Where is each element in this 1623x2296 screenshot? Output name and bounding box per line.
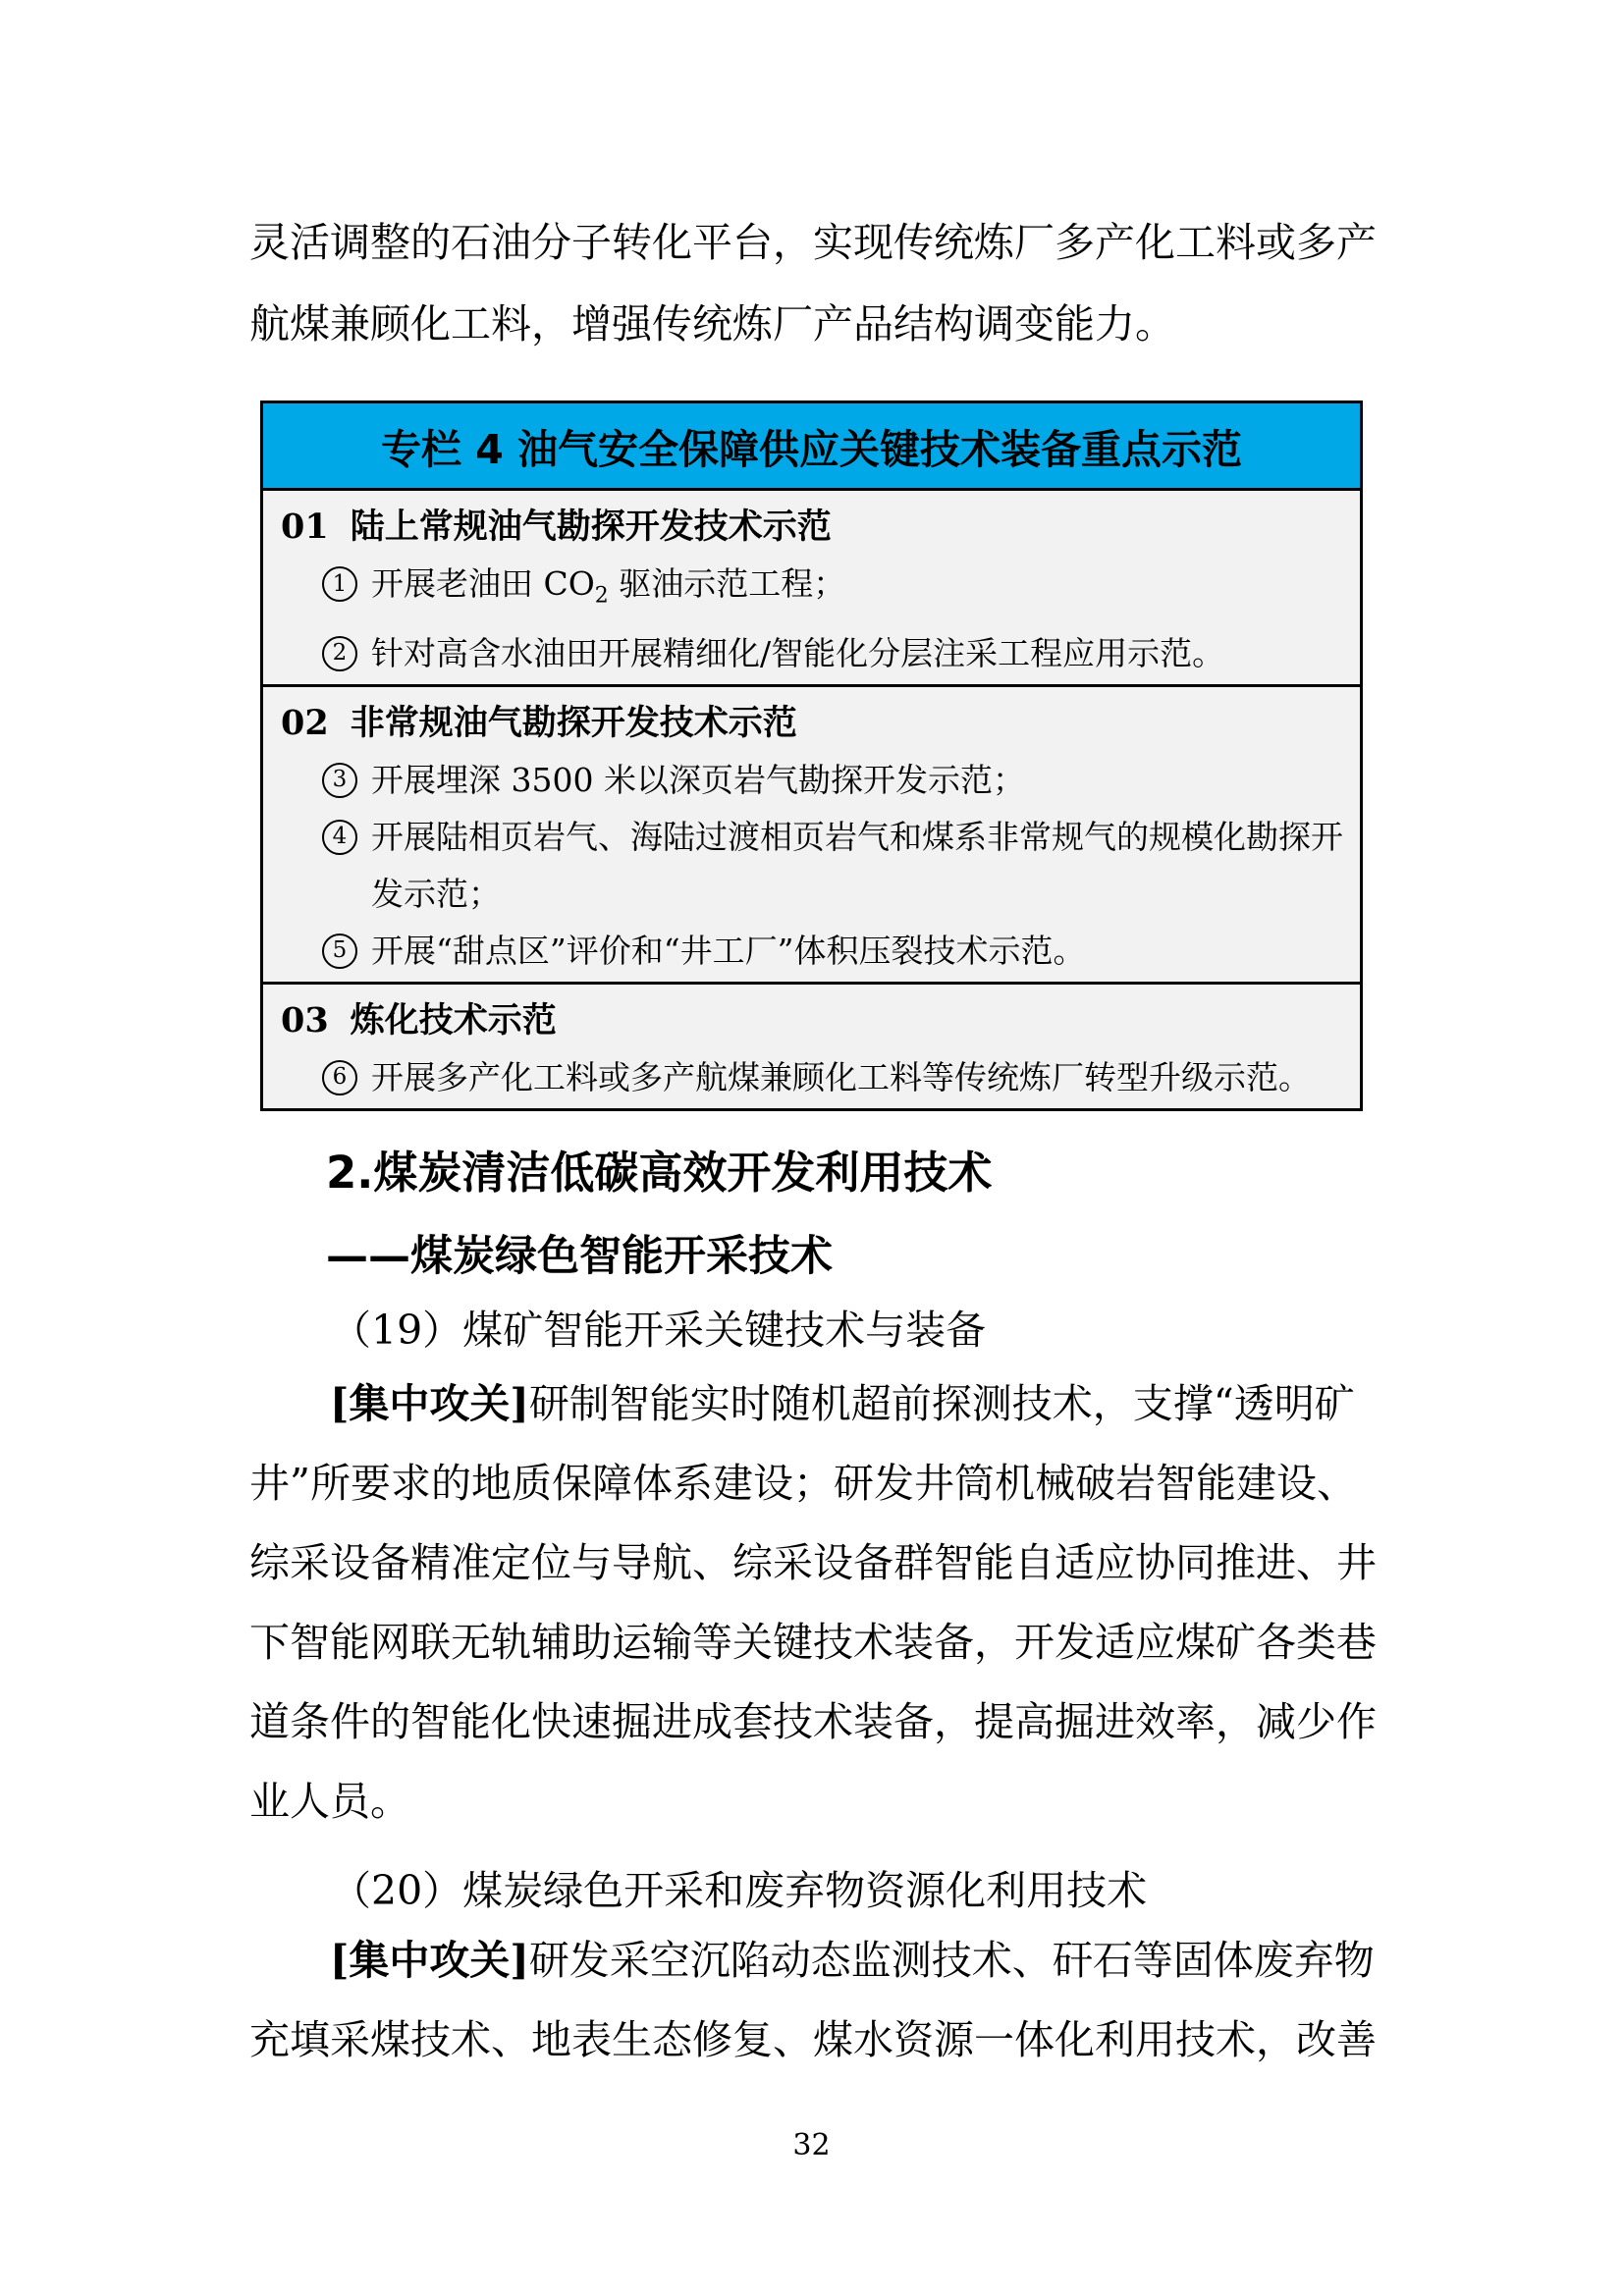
text-line: 业人员。: [249, 1778, 410, 1825]
section-title: 陆上常规油气勘探开发技术示范: [350, 507, 832, 547]
list-item: [263, 809, 1360, 866]
section-number: 01: [281, 507, 329, 547]
subheading-19: （19）煤矿智能开采关键技术与装备: [331, 1307, 987, 1354]
text-line: 综采设备精准定位与导航、综采设备群智能自适应协同推进、井: [249, 1539, 1377, 1586]
item-text: [371, 564, 846, 609]
text-line: 灵活调整的石油分子转化平台，实现传统炼厂多产化工料或多产: [249, 219, 1377, 266]
section-title: 非常规油气勘探开发技术示范: [350, 703, 797, 743]
item-text: 开展埋深 3500 米以深页岩气勘探开发示范；: [371, 760, 1025, 799]
spotlight-box: [260, 400, 1363, 1111]
text-line-part: 研制智能实时随机超前探测技术，支撑“透明矿: [528, 1380, 1355, 1427]
text-line: [249, 1364, 1377, 1444]
text-line: 下智能网联无轨辅助运输等关键技术装备，开发适应煤矿各类巷: [249, 1619, 1377, 1666]
bracket-label: [集中攻关]: [330, 1380, 529, 1427]
intro-paragraph: [249, 202, 1377, 365]
box-section-03: [263, 982, 1360, 1108]
paragraph-19: [249, 1364, 1377, 1842]
section-heading: [263, 992, 1360, 1049]
heading-level3: ——煤炭绿色智能开采技术: [326, 1232, 833, 1281]
item-text-part: 开展老油田 CO: [371, 564, 595, 603]
text-line: 充填采煤技术、地表生态修复、煤水资源一体化利用技术，改善: [249, 2016, 1377, 2063]
bracket-label: [集中攻关]: [330, 1937, 529, 1984]
paragraph-20: [249, 1921, 1377, 2080]
item-text: 开展陆相页岩气、海陆过渡相页岩气和煤系非常规气的规模化勘探开: [371, 817, 1343, 856]
circled-number: 3: [322, 763, 357, 798]
circled-number: 2: [322, 636, 357, 671]
subscript-text: 2: [594, 583, 609, 609]
text-line-part: 研发采空沉陷动态监测技术、矸石等固体废弃物: [528, 1937, 1375, 1984]
list-item: [263, 752, 1360, 809]
circled-number: 5: [322, 934, 357, 969]
list-item: [263, 923, 1360, 980]
list-item-continuation: [263, 866, 1360, 923]
box-header: [263, 403, 1360, 488]
list-item: [263, 556, 1360, 625]
heading-level2: 2.煤炭清洁低碳高效开发利用技术: [326, 1147, 993, 1199]
section-heading: [263, 695, 1360, 752]
item-text: 针对高含水油田开展精细化/智能化分层注采工程应用示范。: [371, 633, 1225, 672]
item-text: 开展多产化工料或多产航煤兼顾化工料等传统炼厂转型升级示范。: [371, 1057, 1311, 1096]
circled-number: 6: [322, 1060, 357, 1095]
item-text-part: 驱油示范工程；: [608, 564, 846, 603]
circled-number: 4: [322, 820, 357, 855]
page-number: 32: [792, 2128, 831, 2163]
section-number: 02: [281, 702, 329, 743]
item-text: 开展“甜点区”评价和“井工厂”体积压裂技术示范。: [371, 931, 1086, 970]
box-title: 专栏 4 油气安全保障供应关键技术装备重点示范: [380, 425, 1243, 473]
text-line: 井”所要求的地质保障体系建设；研发井筒机械破岩智能建设、: [249, 1460, 1357, 1507]
list-item: [263, 625, 1360, 682]
box-section-01: [263, 488, 1360, 684]
subheading-20: （20）煤炭绿色开采和废弃物资源化利用技术: [331, 1867, 1148, 1914]
item-text: 发示范；: [371, 874, 501, 913]
box-section-02: [263, 684, 1360, 982]
circled-number: 1: [322, 566, 357, 602]
list-item: [263, 1049, 1360, 1106]
section-number: 03: [281, 999, 329, 1041]
section-title: 炼化技术示范: [350, 1000, 557, 1041]
section-heading: [263, 499, 1360, 556]
text-line: [249, 1921, 1377, 2001]
text-line: 航煤兼顾化工料，增强传统炼厂产品结构调变能力。: [249, 300, 1175, 347]
text-line: 道条件的智能化快速掘进成套技术装备，提高掘进效率，减少作: [249, 1698, 1377, 1745]
